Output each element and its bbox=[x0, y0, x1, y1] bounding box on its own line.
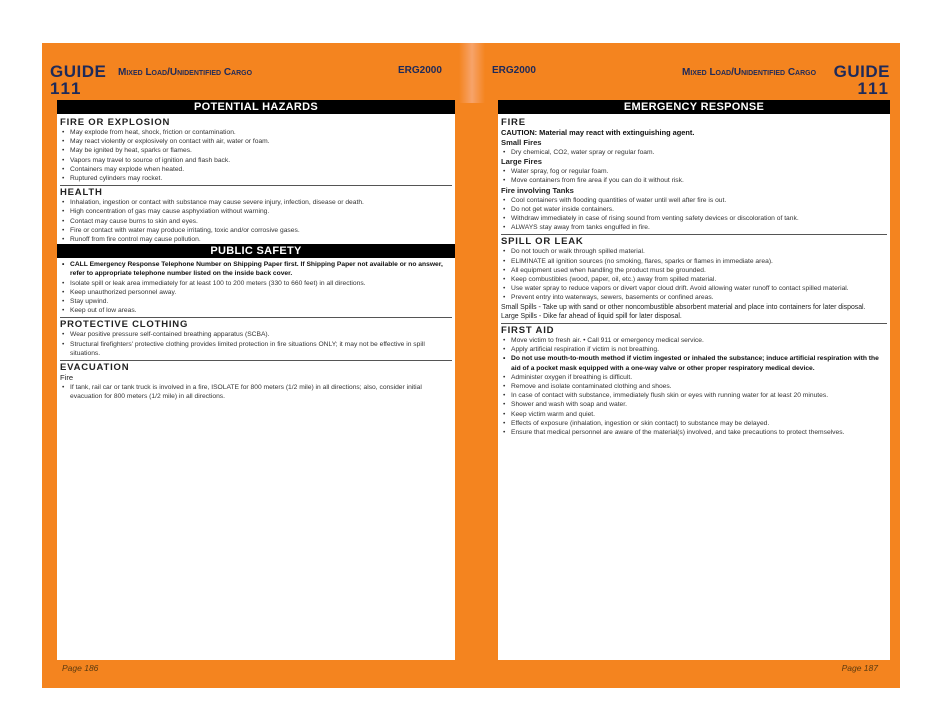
health-list bbox=[60, 198, 452, 244]
list-item: • Use water spray to reduce vapors or divert vapor cloud drift. Avoid allowing water runoff to contact spilled material. bbox=[501, 284, 887, 293]
guide-heading-left bbox=[50, 63, 106, 97]
right-page bbox=[472, 43, 900, 688]
evacuation-list bbox=[60, 383, 452, 401]
small-fires-heading: Small Fires bbox=[501, 138, 542, 147]
list-item: • Do not touch or walk through spilled material. bbox=[501, 247, 887, 256]
list-item: • Move victim to fresh air. • Call 911 or emergency medical service. bbox=[501, 336, 887, 345]
first-aid-list bbox=[501, 336, 887, 437]
guide-number-right: 111 bbox=[857, 79, 890, 98]
evacuation-heading: EVACUATION bbox=[60, 360, 452, 373]
first-aid-heading: FIRST AID bbox=[501, 323, 887, 336]
list-item: • May explode from heat, shock, friction or contamination. bbox=[60, 128, 452, 137]
fire-caution: CAUTION: Material may react with extinguishing agent. bbox=[501, 128, 695, 137]
list-item: • Contact may cause burns to skin and eyes. bbox=[60, 217, 452, 226]
list-item: • Apply artificial respiration if victim is not breathing. bbox=[501, 345, 887, 354]
guide-word-right: GUIDE bbox=[833, 62, 890, 81]
list-item: • Keep victim warm and quiet. bbox=[501, 410, 887, 419]
list-item: • Move containers from fire area if you can do it without risk. bbox=[501, 176, 887, 185]
guidebook-spread bbox=[42, 43, 900, 688]
list-item: • All equipment used when handling the product must be grounded. bbox=[501, 266, 887, 275]
evacuation-fire-subheading: Fire bbox=[60, 373, 74, 383]
list-item: • Dry chemical, CO2, water spray or regular foam. bbox=[501, 148, 887, 157]
spill-leak-heading: SPILL OR LEAK bbox=[501, 234, 887, 247]
tank-fires-list bbox=[501, 196, 887, 233]
page-number-right: Page 187 bbox=[841, 663, 878, 673]
list-item: • Shower and wash with soap and water. bbox=[501, 400, 887, 409]
list-item: • Isolate spill or leak area immediately for at least 100 to 200 meters (330 to 660 feet) in all directions. bbox=[60, 279, 452, 288]
list-item: • High concentration of gas may cause asphyxiation without warning. bbox=[60, 207, 452, 216]
list-item: • Cool containers with flooding quantities of water until well after fire is out. bbox=[501, 196, 887, 205]
emergency-response-bar: EMERGENCY RESPONSE bbox=[498, 100, 890, 114]
list-item: • Containers may explode when heated. bbox=[60, 165, 452, 174]
public-safety-bar: PUBLIC SAFETY bbox=[57, 244, 455, 258]
large-fires-list bbox=[501, 167, 887, 185]
list-item: • ALWAYS stay away from tanks engulfed in fire. bbox=[501, 223, 887, 232]
list-item: • If tank, rail car or tank truck is involved in a fire, ISOLATE for 800 meters (1/2 mile) in all directions; also, consider initial evacuation for 800 meters (1/2 mile) in all directions. bbox=[60, 383, 452, 401]
list-item: • Effects of exposure (inhalation, ingestion or skin contact) to substance may be delayed. bbox=[501, 419, 887, 428]
list-item: • ELIMINATE all ignition sources (no smoking, flares, sparks or flames in immediate area). bbox=[501, 257, 887, 266]
category-title: Mixed Load/Unidentified Cargo bbox=[118, 67, 253, 78]
public-safety-call-list bbox=[60, 260, 452, 278]
protective-clothing-list bbox=[60, 330, 452, 358]
small-spills-text: Small Spills - Take up with sand or other noncombustible absorbent material and place into containers for later disposal. bbox=[501, 303, 866, 311]
tank-fires-heading: Fire involving Tanks bbox=[501, 185, 574, 195]
list-item: • Inhalation, ingestion or contact with substance may cause severe injury, infection, disease or death. bbox=[60, 198, 452, 207]
potential-hazards-bar: POTENTIAL HAZARDS bbox=[57, 100, 455, 114]
list-item: • Structural firefighters' protective clothing provides limited protection in fire situations ONLY; it may not be effective in spill situations. bbox=[60, 340, 452, 358]
page-number-left: Page 186 bbox=[62, 663, 99, 673]
list-item: • Keep out of low areas. bbox=[60, 306, 452, 315]
list-item: • May react violently or explosively on contact with air, water or foam. bbox=[60, 137, 452, 146]
guide-heading-right bbox=[834, 63, 890, 97]
protective-clothing-heading: PROTECTIVE CLOTHING bbox=[60, 317, 452, 330]
list-item: • Keep unauthorized personnel away. bbox=[60, 288, 452, 297]
fire-explosion-list bbox=[60, 128, 452, 183]
list-item: • Prevent entry into waterways, sewers, basements or confined areas. bbox=[501, 293, 887, 302]
edition-label: ERG2000 bbox=[398, 65, 442, 76]
edition-label-right: ERG2000 bbox=[492, 65, 536, 76]
public-safety-list bbox=[60, 279, 452, 316]
list-item: • Keep combustibles (wood, paper, oil, etc.) away from spilled material. bbox=[501, 275, 887, 284]
guide-number: 111 bbox=[50, 79, 83, 98]
list-item: • Stay upwind. bbox=[60, 297, 452, 306]
list-item: • Runoff from fire control may cause pollution. bbox=[60, 235, 452, 244]
spill-leak-list bbox=[501, 247, 887, 302]
list-item: • May be ignited by heat, sparks or flames. bbox=[60, 146, 452, 155]
left-page bbox=[42, 43, 472, 688]
health-heading: HEALTH bbox=[60, 185, 452, 198]
list-item: • Administer oxygen if breathing is difficult. bbox=[501, 373, 887, 382]
list-item: • Fire or contact with water may produce irritating, toxic and/or corrosive gases. bbox=[60, 226, 452, 235]
list-item: • Do not get water inside containers. bbox=[501, 205, 887, 214]
large-fires-heading: Large Fires bbox=[501, 157, 542, 167]
list-item: • Ensure that medical personnel are aware of the material(s) involved, and take precautions to protect themselves. bbox=[501, 428, 887, 437]
list-item: • Withdraw immediately in case of rising sound from venting safety devices or discoloration of tank. bbox=[501, 214, 887, 223]
fire-heading: FIRE bbox=[501, 117, 526, 128]
list-item: • Ruptured cylinders may rocket. bbox=[60, 174, 452, 183]
small-fires-list bbox=[501, 148, 887, 157]
large-spills-text: Large Spills - Dike far ahead of liquid spill for later disposal. bbox=[501, 312, 682, 320]
public-safety-call: • CALL Emergency Response Telephone Number on Shipping Paper first. If Shipping Paper not available or no answer, refer to appropriate telephone number listed on the inside back cover. bbox=[60, 260, 452, 278]
guide-word: GUIDE bbox=[50, 62, 107, 81]
list-item: • Water spray, fog or regular foam. bbox=[501, 167, 887, 176]
category-title-right: Mixed Load/Unidentified Cargo bbox=[682, 67, 817, 78]
list-item: • Do not use mouth-to-mouth method if victim ingested or inhaled the substance; induce artificial respiration with the aid of a pocket mask equipped with a one-way valve or other proper respiratory medical device. bbox=[501, 354, 887, 372]
list-item: • Vapors may travel to source of ignition and flash back. bbox=[60, 156, 452, 165]
fire-explosion-heading: FIRE OR EXPLOSION bbox=[60, 117, 171, 128]
left-content-sheet bbox=[57, 100, 455, 660]
list-item: • Remove and isolate contaminated clothing and shoes. bbox=[501, 382, 887, 391]
right-content-sheet bbox=[498, 100, 890, 660]
list-item: • In case of contact with substance, immediately flush skin or eyes with running water for at least 20 minutes. bbox=[501, 391, 887, 400]
list-item: • Wear positive pressure self-contained breathing apparatus (SCBA). bbox=[60, 330, 452, 339]
